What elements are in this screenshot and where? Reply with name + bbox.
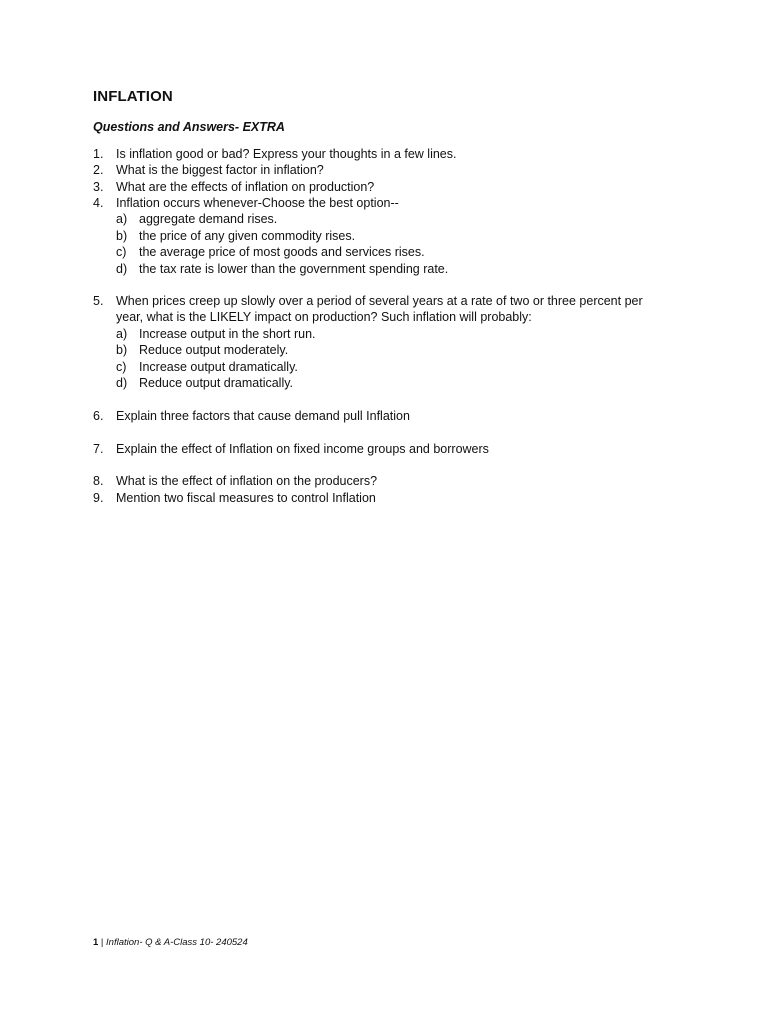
question-number: 4. <box>93 196 104 210</box>
question-text: Explain three factors that cause demand pull Inflation <box>116 409 410 423</box>
question-text: Is inflation good or bad? Express your thoughts in a few lines. <box>116 147 457 161</box>
option-letter: b) <box>116 229 128 243</box>
question-text: What is the biggest factor in inflation? <box>116 163 324 177</box>
option-letter: b) <box>116 343 128 357</box>
question-number: 3. <box>93 180 104 194</box>
question-text: What is the effect of inflation on the producers? <box>116 474 378 488</box>
question-text-continued: year, what is the LIKELY impact on production? Such inflation will probably: <box>116 310 532 324</box>
option-text: aggregate demand rises. <box>139 212 278 226</box>
footer-separator: | <box>98 937 107 948</box>
question-number: 8. <box>93 474 104 488</box>
document-subtitle: Questions and Answers- EXTRA <box>93 120 285 134</box>
document-title: INFLATION <box>93 88 173 105</box>
question-number: 1. <box>93 147 104 161</box>
question-number: 7. <box>93 442 104 456</box>
question-text: Inflation occurs whenever-Choose the best option-- <box>116 196 399 210</box>
page-footer <box>93 937 248 948</box>
question-text: What are the effects of inflation on production? <box>116 180 375 194</box>
question-text: When prices creep up slowly over a period of several years at a rate of two or three percent per <box>116 294 643 308</box>
question-text: Mention two fiscal measures to control Inflation <box>116 491 376 505</box>
option-text: the average price of most goods and services rises. <box>139 245 425 259</box>
option-text: Increase output dramatically. <box>139 360 298 374</box>
option-letter: c) <box>116 245 127 259</box>
option-text: the tax rate is lower than the government spending rate. <box>139 262 449 276</box>
page-number: 1 <box>93 937 99 948</box>
footer-doc-name: Inflation- Q & A-Class 10- 240524 <box>106 937 248 948</box>
option-text: Reduce output dramatically. <box>139 376 294 390</box>
option-letter: d) <box>116 376 128 390</box>
option-letter: d) <box>116 262 128 276</box>
question-number: 5. <box>93 294 104 308</box>
option-letter: c) <box>116 360 127 374</box>
question-number: 6. <box>93 409 104 423</box>
option-text: Increase output in the short run. <box>139 327 316 341</box>
option-text: the price of any given commodity rises. <box>139 229 356 243</box>
option-letter: a) <box>116 327 128 341</box>
question-number: 9. <box>93 491 104 505</box>
question-number: 2. <box>93 163 104 177</box>
option-text: Reduce output moderately. <box>139 343 289 357</box>
option-letter: a) <box>116 212 128 226</box>
question-text: Explain the effect of Inflation on fixed income groups and borrowers <box>116 442 489 456</box>
